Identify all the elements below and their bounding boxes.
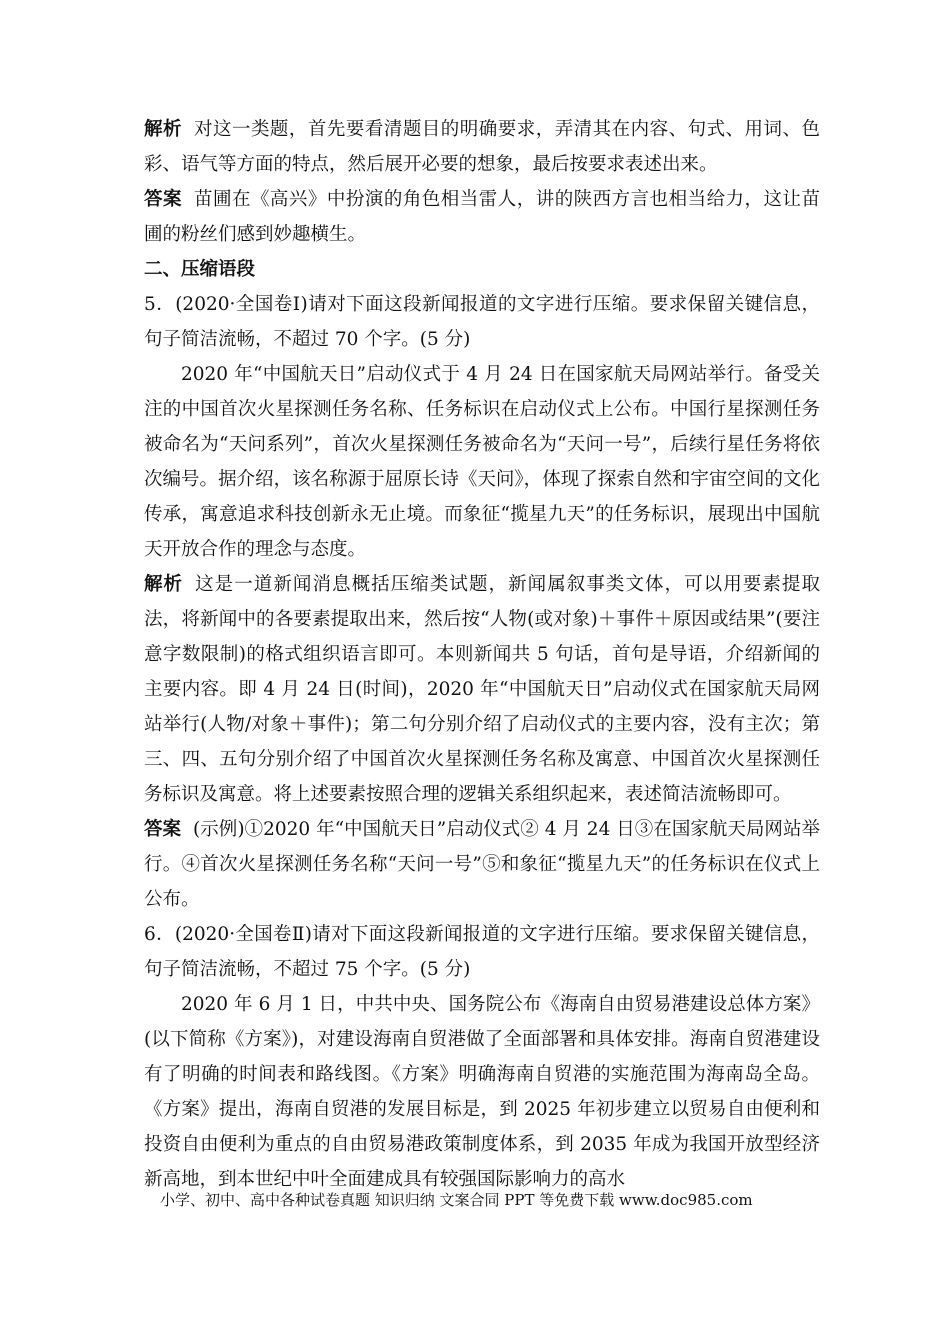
document-body [144,112,820,1197]
question-5-passage: 2020 年“中国航天日”启动仪式于 4 月 24 日在国家航天局网站举行。备受关注的中国首次火星探测任务名称、任务标识在启动仪式上公布。中国行星探测任务被命名为“天问系列”，首次火星探测任务被命名为“天问一号”，后续行星任务将依次编号。据介绍，该名称源于屈原长诗《天问》，体现了探索自然和宇宙空间的文化传承，寓意追求科技创新永无止境。而象征“揽星九天”的任务标识，展现出中国航天开放合作的理念与态度。 [144,364,820,560]
analysis-text: 对这一类题，首先要看清题目的明确要求，弄清其在内容、句式、用词、色彩、语气等方面的特点，然后展开必要的想象，最后按要求表述出来。 [144,119,820,175]
question-5-answer-text: (示例)①2020 年“中国航天日”启动仪式② 4 月 24 日③在国家航天局网站举行。④首次火星探测任务名称“天问一号”⑤和象征“揽星九天”的任务标识在仪式上公布。 [144,819,820,910]
section-heading: 二、压缩语段 [144,259,256,280]
answer-paragraph [144,182,820,252]
question-6-prompt: 6．(2020·全国卷Ⅱ)请对下面这段新闻报道的文字进行压缩。要求保留关键信息，句子简洁流畅，不超过 75 个字。(5 分) [144,924,820,980]
page-footer: 小学、初中、高中各种试卷真题 知识归纳 文案合同 PPT 等免费下载 www.doc985.com [160,1191,753,1209]
analysis-paragraph [144,112,820,182]
analysis-label: 解析 [144,119,182,140]
question-6-passage: 2020 年 6 月 1 日，中共中央、国务院公布《海南自由贸易港建设总体方案》(以下简称《方案》)，对建设海南自贸港做了全面部署和具体安排。海南自贸港建设有了明确的时间表和路线图。《方案》明确海南自贸港的实施范围为海南岛全岛。《方案》提出，海南自贸港的发展目标是，到 2025 年初步建立以贸易自由便利和投资自由便利为重点的自由贸易港政策制度体系，到 2035 年成为我国开放型经济新高地，到本世纪中叶全面建成具有较强国际影响力的高水 [144,994,820,1190]
question-5-analysis [144,567,820,812]
question-5-answer [144,812,820,917]
answer-label: 答案 [144,189,182,210]
question-5-analysis-label: 解析 [144,574,184,595]
question-5-analysis-text: 这是一道新闻消息概括压缩类试题，新闻属叙事类文体，可以用要素提取法，将新闻中的各要素提取出来，然后按“人物(或对象)＋事件＋原因或结果”(要注意字数限制)的格式组织语言即可。本则新闻共 5 句话，首句是导语，介绍新闻的主要内容。即 4 月 24 日(时间)，2020 年“中国航天日”启动仪式在国家航天局网站举行(人物/对象＋事件)；第二句分别介绍了启动仪式的主要内容，没有主次；第三、四、五句分别介绍了中国首次火星探测任务名称及寓意、中国首次火星探测任务标识及寓意。将上述要素按照合理的逻辑关系组织起来，表述简洁流畅即可。 [144,574,820,805]
question-5-prompt: 5．(2020·全国卷Ⅰ)请对下面这段新闻报道的文字进行压缩。要求保留关键信息，句子简洁流畅，不超过 70 个字。(5 分) [144,294,820,350]
question-5-answer-label: 答案 [144,819,182,840]
answer-text: 苗圃在《高兴》中扮演的角色相当雷人，讲的陕西方言也相当给力，这让苗圃的粉丝们感到妙趣横生。 [144,189,820,245]
